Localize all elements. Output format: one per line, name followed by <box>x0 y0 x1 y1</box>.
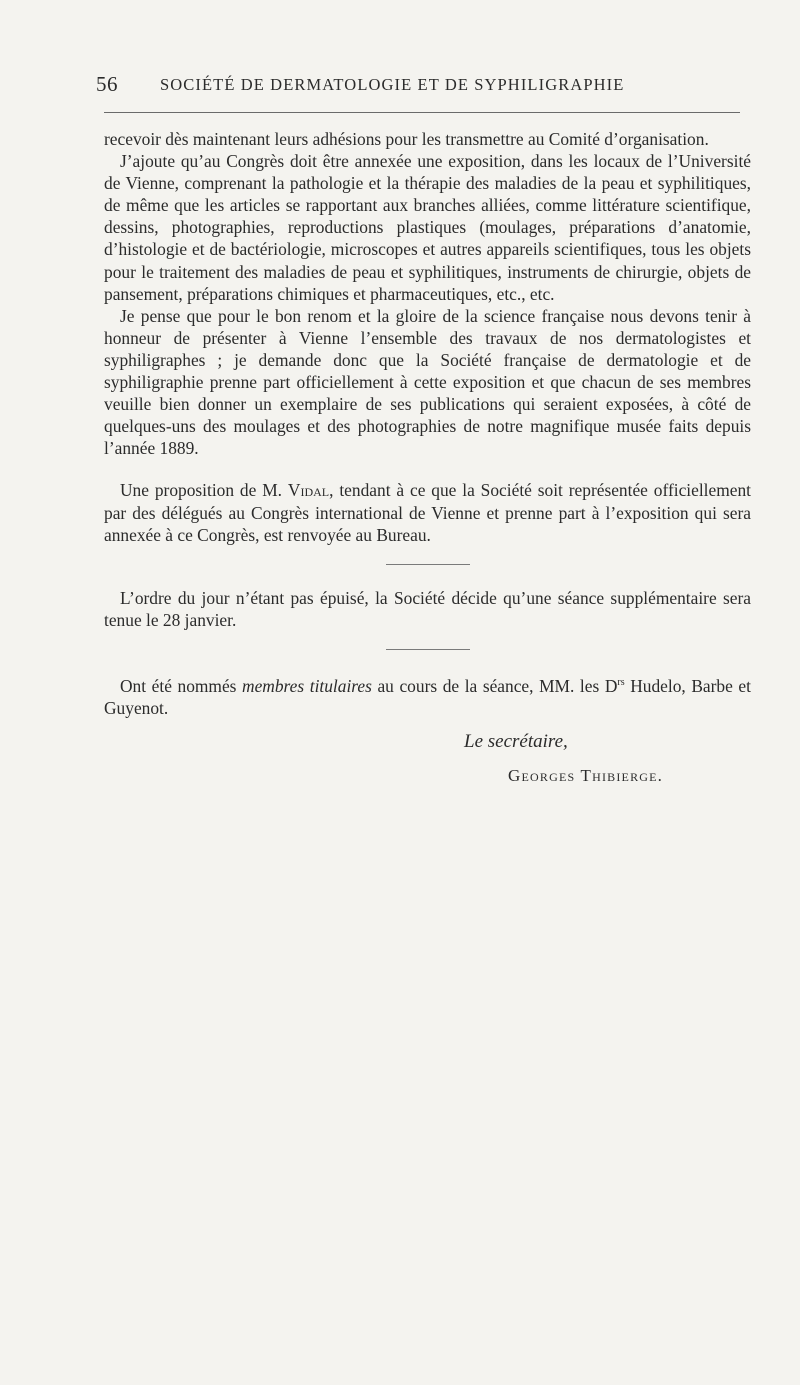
section-separator-2 <box>386 649 470 650</box>
paragraph-2: J’ajoute qu’au Congrès doit être annexée une exposition, dans les locaux de l’Université de Vienne, comprenant la pathologie et la thérapie des maladies de la peau et syphilitiques, de même que les articles se rapportant aux branches alliées, comme littérature scientifique, dessins, photographies, reproductions plastiques (moulages, préparations d’anatomie, d’histologie et de bactériologie, microscopes et autres appareils scientifiques, tous les objets pour le traitement des maladies de peau et syphilitiques, instruments de chirurgie, objets de pansement, préparations chimiques et pharmaceutiques, etc., etc. <box>104 151 751 304</box>
paragraph-1: recevoir dès maintenant leurs adhésions pour les transmettre au Comité d’organisation. <box>104 129 709 149</box>
page-number: 56 <box>96 72 118 96</box>
person-name-vidal: Vidal <box>287 480 330 501</box>
paragraph-6-mid: au cours de la séance, MM. les D <box>371 675 618 696</box>
running-head: SOCIÉTÉ DE DERMATOLOGIE ET DE SYPHILIGRAPHIE <box>160 75 625 94</box>
paragraph-5: L’ordre du jour n’étant pas épuisé, la Société décide qu’une séance supplémentaire sera tenue le 28 janvier. <box>104 587 751 630</box>
section-separator-1 <box>386 564 470 565</box>
paragraph-3: Je pense que pour le bon renom et la gloire de la science française nous devons tenir à honneur de présenter à Vienne l’ensemble des travaux de nos dermatologistes et syphiligraphes ; je demande donc que la Société française de dermatologie et de syphiligraphie prenne part officiellement à cette exposition et que chacun de ses membres veuille bien donner un exemplaire de ses publications qui seraient exposées, à côté de quelques-uns des moulages et des photographies de notre magnifique musée faits depuis l’année 1889. <box>104 305 751 459</box>
body-text <box>104 128 751 791</box>
signature-name: Georges Thibierge. <box>508 766 664 786</box>
paragraph-4-lead: Une proposition de M. <box>120 480 288 501</box>
doctors-superscript: rs <box>617 676 625 688</box>
paragraph-4-rest: , tendant à ce que la Société soit représentée officiellement par des délégués au Congrès international de Vienne et prenne part à l’exposition qui sera annexée à ce Congrès, est renvoyée au Bureau. <box>104 480 751 545</box>
signature-block <box>104 731 751 791</box>
membres-titulaires-text: membres titulaires <box>242 675 372 696</box>
paragraph-6-rest: Hudelo, Barbe et Guyenot. <box>104 675 751 718</box>
header-rule <box>104 112 740 113</box>
paragraph-4 <box>104 479 751 545</box>
paragraph-6-lead: Ont été nommés <box>120 675 243 696</box>
signature-title: Le secrétaire, <box>464 731 568 753</box>
page-header <box>96 72 742 102</box>
paragraph-6 <box>104 672 751 719</box>
